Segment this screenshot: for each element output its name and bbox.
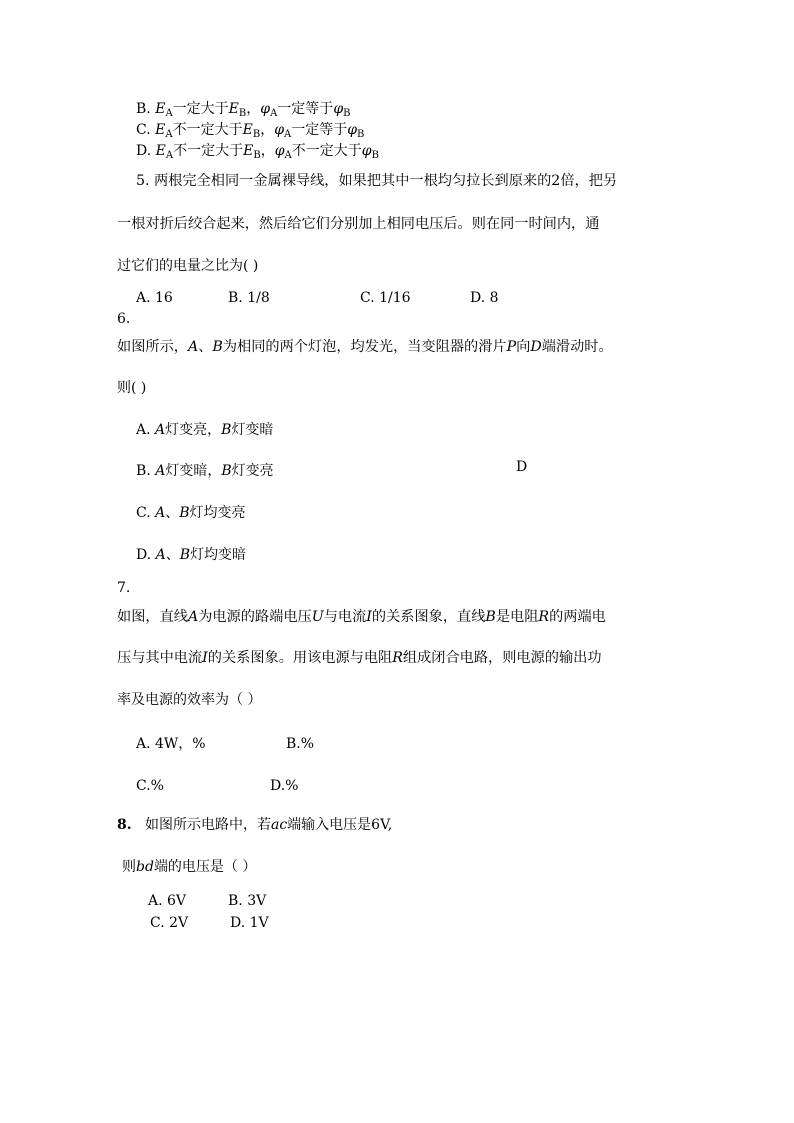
q8-option-a: A. 6V bbox=[148, 893, 187, 909]
symbol-b: B bbox=[179, 505, 190, 521]
symbol-a: A bbox=[155, 547, 166, 563]
text: 灯变暗， bbox=[165, 463, 222, 479]
symbol-b: B bbox=[485, 609, 496, 625]
subscript-b: B bbox=[343, 108, 351, 119]
q6-line-2: 则( ) bbox=[117, 380, 147, 396]
option-text: 不一定大于 bbox=[173, 143, 244, 159]
subscript-b: B bbox=[371, 150, 379, 161]
q8-option-d: D. 1V bbox=[230, 915, 269, 931]
text: 则 bbox=[122, 859, 136, 875]
symbol-a: A bbox=[187, 339, 199, 355]
subscript-a: A bbox=[165, 150, 174, 161]
text: 、 bbox=[165, 505, 180, 521]
q4-option-d bbox=[136, 142, 379, 165]
q6-option-c bbox=[136, 504, 246, 522]
symbol-phi: φ bbox=[333, 101, 344, 117]
comma: ， bbox=[246, 101, 261, 117]
symbol-a: A bbox=[187, 609, 199, 625]
text: 灯变亮， bbox=[165, 422, 222, 438]
q5-line-3: 过它们的电量之比为( ) bbox=[117, 258, 259, 274]
symbol-a: A bbox=[155, 463, 166, 479]
subscript-a: A bbox=[284, 150, 292, 161]
text: 为相同的两个灯泡，均发光，当变阻器的滑片 bbox=[222, 339, 507, 355]
text: 灯均变亮 bbox=[189, 505, 246, 521]
symbol-b: B bbox=[212, 339, 223, 355]
text: 的两端电 bbox=[549, 609, 606, 625]
q5-line-1: 5. 两根完全相同一金属裸导线，如果把其中一根均匀拉长到原来的2倍，把另 bbox=[136, 173, 618, 189]
q5-option-c: C. 1/16 bbox=[360, 290, 411, 306]
q4-option-c bbox=[136, 121, 364, 144]
text: 端的电压是（ ） bbox=[153, 859, 257, 875]
symbol-e: E bbox=[243, 143, 254, 159]
subscript-b: B bbox=[252, 129, 261, 140]
symbol-phi: φ bbox=[347, 122, 358, 138]
q6-option-b bbox=[136, 462, 274, 480]
text: 、 bbox=[198, 339, 213, 355]
option-label: D. bbox=[136, 143, 152, 159]
q6-number: 6. bbox=[117, 311, 131, 327]
q5-option-a: A. 16 bbox=[136, 290, 173, 306]
option-text: 不一定大于 bbox=[172, 122, 243, 138]
symbol-phi: φ bbox=[274, 122, 284, 138]
symbol-r: R bbox=[538, 609, 550, 625]
text: 、 bbox=[165, 547, 180, 563]
text: 如图所示电路中，若 bbox=[144, 817, 271, 833]
option-text: 一定等于 bbox=[291, 122, 348, 138]
option-label: C. bbox=[136, 122, 151, 138]
text: 与电流 bbox=[323, 609, 367, 625]
q8-option-c: C. 2V bbox=[150, 915, 189, 931]
q5-option-b: B. 1/8 bbox=[228, 290, 270, 306]
symbol-e: E bbox=[228, 101, 239, 117]
symbol-a: A bbox=[155, 422, 166, 438]
subscript-b: B bbox=[357, 129, 365, 140]
q6-option-a bbox=[136, 421, 273, 439]
q6-option-d bbox=[136, 546, 246, 564]
symbol-p: P bbox=[506, 339, 517, 355]
q6-line-1 bbox=[117, 338, 613, 356]
symbol-u: U bbox=[311, 609, 324, 625]
option-text: 一定等于 bbox=[277, 101, 334, 117]
text: 灯变亮 bbox=[231, 463, 274, 479]
symbol-i: I bbox=[202, 650, 208, 666]
q7-option-c: C.% bbox=[136, 778, 164, 794]
symbol-i: I bbox=[366, 609, 372, 625]
symbol-a: A bbox=[155, 505, 166, 521]
q7-option-a: A. 4W，% bbox=[136, 736, 206, 752]
symbol-b: B bbox=[221, 422, 232, 438]
option-label: A. bbox=[136, 422, 151, 438]
symbol-phi: φ bbox=[361, 143, 372, 159]
symbol-e: E bbox=[242, 122, 253, 138]
symbol-ac: ac bbox=[270, 817, 288, 833]
text: 压与其中电流 bbox=[117, 650, 203, 666]
subscript-a: A bbox=[165, 129, 173, 140]
option-label: B. bbox=[136, 463, 151, 479]
q8-line-2 bbox=[122, 858, 256, 876]
symbol-e: E bbox=[155, 143, 166, 159]
q7-line-1 bbox=[117, 608, 606, 626]
text: 向 bbox=[516, 339, 531, 355]
symbol-d: D bbox=[530, 339, 542, 355]
q4-option-b bbox=[136, 100, 350, 123]
text: 如图，直线 bbox=[117, 609, 188, 625]
symbol-bd: bd bbox=[136, 859, 154, 875]
symbol-phi: φ bbox=[274, 143, 285, 159]
q5-option-d: D. 8 bbox=[470, 290, 499, 306]
option-text: 不一定大于 bbox=[291, 143, 362, 159]
option-label: B. bbox=[136, 101, 151, 117]
text: 灯变暗 bbox=[231, 422, 274, 438]
symbol-phi: φ bbox=[260, 101, 271, 117]
q7-option-d: D.% bbox=[270, 778, 299, 794]
q8-line-1 bbox=[117, 816, 392, 834]
q7-option-b: B.% bbox=[286, 736, 315, 752]
text: 的关系图象，直线 bbox=[371, 609, 486, 625]
text: 灯均变暗 bbox=[190, 547, 247, 563]
text: 为电源的路端电压 bbox=[198, 609, 312, 625]
option-label: D. bbox=[136, 547, 152, 563]
text: 组成闭合电路，则电源的输出功 bbox=[402, 650, 602, 666]
q8-option-b: B. 3V bbox=[228, 893, 267, 909]
q6-figure-label-d: D bbox=[516, 459, 528, 475]
text: 的关系图象。用该电源与电阻 bbox=[207, 650, 393, 666]
subscript-b: B bbox=[238, 108, 247, 119]
symbol-b: B bbox=[179, 547, 191, 563]
text: 是电阻 bbox=[495, 609, 539, 625]
subscript-a: A bbox=[284, 129, 292, 140]
subscript-b: B bbox=[253, 150, 261, 161]
symbol-e: E bbox=[155, 122, 166, 138]
option-label: C. bbox=[136, 505, 151, 521]
q7-number: 7. bbox=[117, 580, 131, 596]
symbol-b: B bbox=[221, 463, 232, 479]
text: 如图所示， bbox=[117, 339, 188, 355]
subscript-a: A bbox=[165, 108, 173, 119]
symbol-e: E bbox=[155, 101, 166, 117]
comma: ， bbox=[260, 143, 275, 159]
comma: ， bbox=[260, 122, 275, 138]
question-number: 8. bbox=[117, 817, 132, 833]
q7-line-2 bbox=[117, 649, 602, 667]
symbol-r: R bbox=[392, 650, 403, 666]
q7-line-3: 率及电源的效率为（ ） bbox=[117, 692, 262, 708]
text: 端滑动时。 bbox=[541, 339, 613, 355]
q5-line-2: 一根对折后绞合起来，然后给它们分别加上相同电压后。则在同一时间内，通 bbox=[117, 216, 600, 232]
subscript-a: A bbox=[270, 108, 278, 119]
option-text: 一定大于 bbox=[172, 101, 229, 117]
text: 端输入电压是6V, bbox=[287, 817, 393, 833]
